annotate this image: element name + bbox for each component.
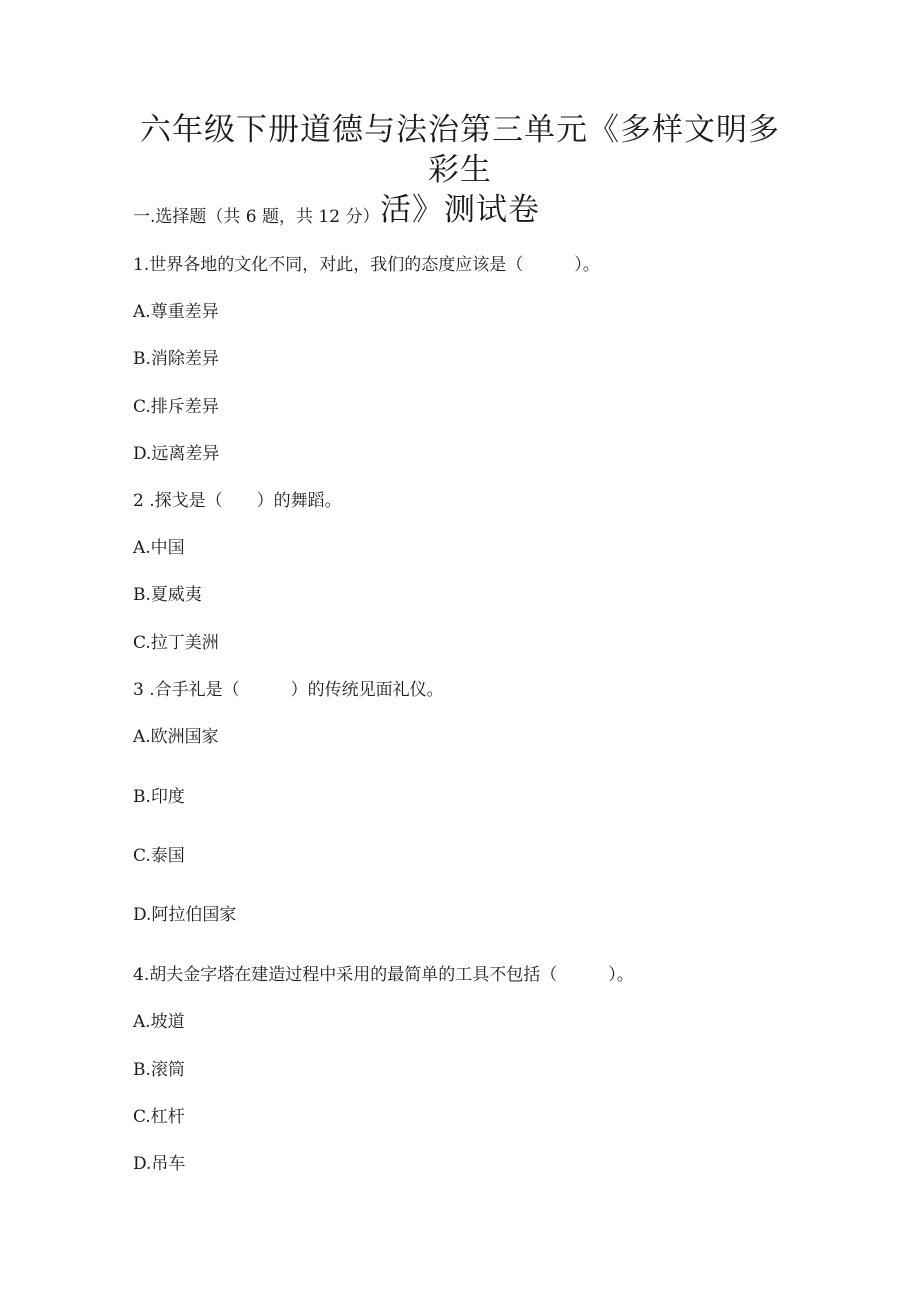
title-line-2: 活》测试卷: [380, 192, 540, 228]
question-1-option-d: D.远离差异: [133, 444, 220, 464]
question-4-option-b: B.滚筒: [133, 1060, 185, 1080]
question-3-option-c: C.泰国: [133, 846, 185, 866]
question-2-stem: 2 .探戈是（ ）的舞蹈。: [133, 491, 342, 511]
title-line-1: 六年级下册道德与法治第三单元《多样文明多彩生: [140, 112, 780, 188]
question-3-option-b: B.印度: [133, 787, 185, 807]
section-heading: 一.选择题（共 6 题，共 12 分）: [133, 207, 380, 227]
question-3-option-a: A.欧洲国家: [133, 727, 219, 747]
question-4-option-d: D.吊车: [133, 1154, 186, 1174]
question-1-stem: 1.世界各地的文化不同，对此，我们的态度应该是（ ）。: [133, 255, 600, 275]
question-4-option-a: A.坡道: [133, 1012, 185, 1032]
question-4-stem: 4.胡夫金字塔在建造过程中采用的最简单的工具不包括（ ）。: [133, 965, 634, 985]
question-1-option-c: C.排斥差异: [133, 397, 219, 417]
question-4-option-c: C.杠杆: [133, 1107, 185, 1127]
question-1-option-b: B.消除差异: [133, 349, 219, 369]
question-2-option-b: B.夏威夷: [133, 585, 202, 605]
question-1-option-a: A.尊重差异: [133, 302, 219, 322]
question-3-option-d: D.阿拉伯国家: [133, 905, 237, 925]
question-2-option-a: A.中国: [133, 538, 185, 558]
question-3-stem: 3 .合手礼是（ ）的传统见面礼仪。: [133, 680, 444, 700]
question-2-option-c: C.拉丁美洲: [133, 633, 219, 653]
